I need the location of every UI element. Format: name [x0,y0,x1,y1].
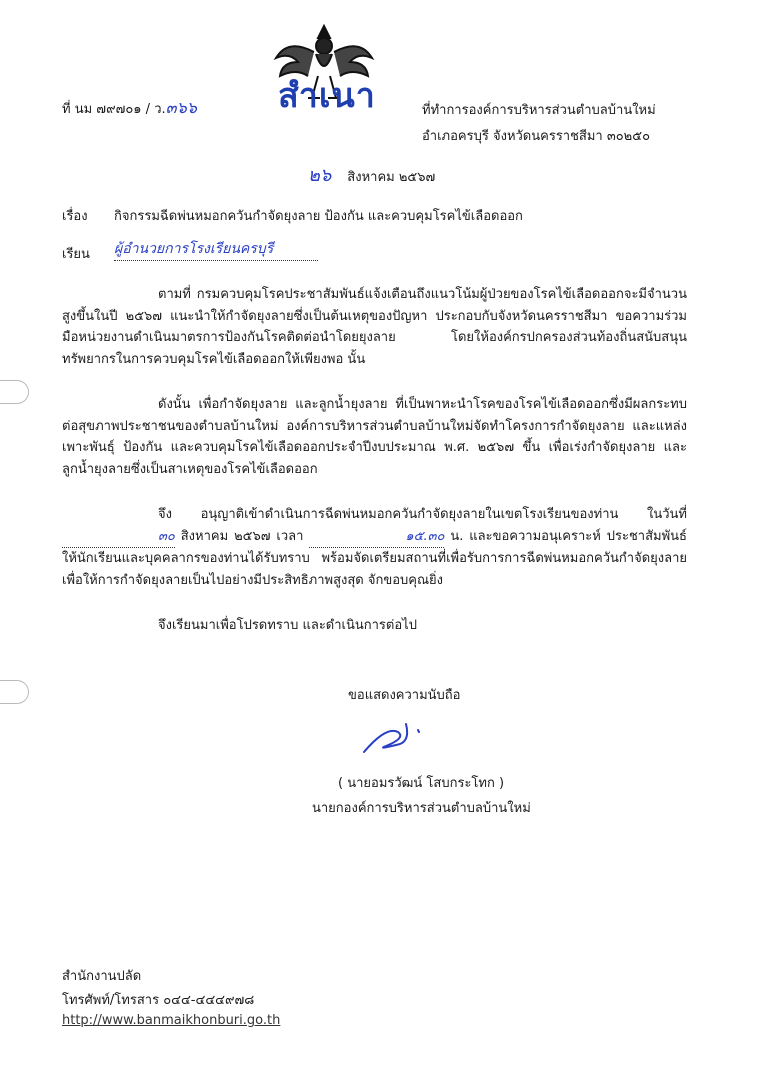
body-paragraph-1: ตามที่ กรมควบคุมโรคประชาสัมพันธ์แจ้งเตือนถึงแนวโน้มผู้ป่วยของโรคไข้เลือดออกจะมีจำนวนสูงขึ้นในปี ๒๕๖๗ แนะนำให้กำจัดยุงลายซึ่งเป็นต้นเหตุของปัญหา ประกอบกับจังหวัดนครราชสีมา ขอความร่วมมือหน่วยงานดำเนินมาตรการป้องกันโรคติดต่อนำโดยยุงลาย โดยให้องค์กรปกครองส่วนท้องถิ่นสนับสนุนทรัพยากรในการควบคุมโรคไข้เลือดออกให้เพียงพอ นั้น [62,287,687,367]
paragraph-3-rest: น. และขอความอนุเคราะห์ ประชาสัมพันธ์ให้นักเรียนและบุคคลากรของท่านได้รับทราบ พร้อมจัดเตรียมสถานที่เพื่อรับการการฉีดพ่นหมอกควันกำจัดยุงลาย เพื่อให้การกำจัดยุงลายเป็นไปอย่างมีประสิทธิภาพสูงสุด จักขอบคุณยิ่ง [62,528,687,588]
signature-icon [356,716,446,760]
reference-number [62,96,197,121]
recipient-handwritten: ผู้อำนวยการโรงเรียนครบุรี [114,238,318,261]
signer-title: นายกองค์การบริหารส่วนตำบลบ้านใหม่ [312,801,531,816]
paragraph-3-start: จึง อนุญาติเข้าดำเนินการฉีดพ่นหมอกควันกำจัดยุงลายในเขตโรงเรียนของท่าน ในวันที่ [158,507,687,522]
recipient-line [114,238,318,261]
office-address-line1: ที่ทำการองค์การบริหารส่วนตำบลบ้านใหม่ [422,103,656,118]
visit-time-handwritten: ๑๕.๓๐ [309,526,444,549]
subject-text: กิจกรรมฉีดพ่นหมอกควันกำจัดยุงลาย ป้องกัน และควบคุมโรคไข้เลือดออก [114,209,523,224]
visit-day-handwritten: ๓๐ [62,526,175,549]
recipient-label: เรียน [62,247,90,262]
footer-phone: โทรศัพท์/โทรสาร ๐๔๔-๔๔๔๙๗๘ [62,993,255,1008]
subject-label: เรื่อง [62,209,88,224]
office-address-line2: อำเภอครบุรี จังหวัดนครราชสีมา ๓๐๒๕๐ [422,129,651,144]
copy-stamp: สำเนา [278,76,376,116]
body-paragraph-4: จึงเรียนมาเพื่อโปรดทราบ และดำเนินการต่อไป [158,618,417,633]
body-paragraph-2: ดังนั้น เพื่อกำจัดยุงลาย และลูกน้ำยุงลาย ที่เป็นพาหะนำโรคของโรคไข้เลือดออกซึ่งมีผลกระทบต่อสุขภาพประชาชนของตำบลบ้านใหม่ องค์การบริหารส่วนตำบลบ้านใหม่จัดทำโครงการกำจัดยุงลาย และแหล่งเพาะพันธุ์ ป้องกัน และควบคุมโรคไข้เลือดออกประจำปีงบประมาณ พ.ศ. ๒๕๖๗ ขึ้น เพื่อเร่งกำจัดยุงลาย และลูกน้ำยุงลายซึ่งเป็นสาเหตุของโรคไข้เลือดออก [62,397,687,477]
letter-date [308,160,435,189]
hole-punch-mark [0,680,29,704]
signer-name: ( นายอมรวัฒน์ โสบกระโทก ) [338,776,505,791]
paragraph-3-month: สิงหาคม ๒๕๖๗ เวลา [174,528,310,544]
footer-website-link[interactable]: http://www.banmaikhonburi.go.th [62,1013,281,1028]
footer-department: สำนักงานปลัด [62,969,142,984]
reference-number-handwritten: ๓๖๖ [165,98,197,117]
body-paragraph-3 [62,504,687,591]
reference-number-text: ที่ นม ๗๙๗๐๑ / ว. [62,102,166,117]
closing-regards: ขอแสดงความนับถือ [348,688,461,703]
date-month-year: สิงหาคม ๒๕๖๗ [347,170,436,185]
hole-punch-mark [0,380,29,404]
date-day-handwritten: ๒๖ [308,165,332,186]
